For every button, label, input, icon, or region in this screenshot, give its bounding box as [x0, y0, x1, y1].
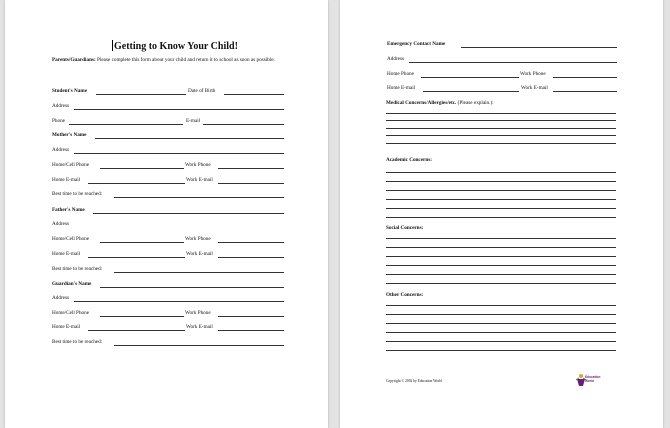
guardian-email-row — [52, 324, 284, 331]
academic-line[interactable] — [386, 181, 616, 182]
father-work-phone-label: Work Phone — [185, 236, 211, 242]
father-name-row — [52, 207, 284, 214]
emergency-contact-label: Emergency Contact Name — [387, 41, 446, 47]
mother-address-label: Address — [52, 147, 70, 153]
dob-label: Date of Birth — [188, 88, 216, 94]
mother-home-email-field[interactable] — [88, 183, 185, 184]
student-email-field[interactable] — [203, 124, 284, 125]
father-work-email-field[interactable] — [218, 257, 284, 258]
other-line[interactable] — [386, 323, 616, 324]
mother-work-email-field[interactable] — [218, 183, 284, 184]
guardian-work-phone-label: Work Phone — [185, 310, 211, 316]
student-name-row — [52, 88, 284, 95]
form-page-1 — [5, 0, 328, 428]
father-home-cell-field[interactable] — [100, 242, 184, 243]
mother-address-row — [52, 147, 284, 154]
student-contact-row — [52, 118, 284, 125]
form-title: Getting to Know Your Child! — [114, 41, 238, 52]
guardian-work-email-label: Work E-mail — [186, 324, 213, 330]
father-best-time-row — [52, 266, 284, 273]
father-home-email-label: Home E-mail — [52, 251, 81, 257]
father-work-email-label: Work E-mail — [186, 251, 213, 257]
other-line[interactable] — [386, 332, 616, 333]
mother-phone-row — [52, 162, 284, 169]
mother-name-field[interactable] — [95, 138, 284, 139]
mother-best-time-label: Best time to be reached: — [52, 191, 103, 197]
emergency-home-phone-label: Home Phone — [387, 71, 414, 77]
social-line[interactable] — [386, 283, 616, 284]
intro-text: Please complete this form about your child and return it to school as soon as possible. — [97, 57, 275, 63]
mother-work-phone-label: Work Phone — [185, 162, 211, 168]
academic-line[interactable] — [386, 208, 616, 209]
medical-line[interactable] — [386, 113, 616, 114]
emergency-home-phone-field[interactable] — [421, 77, 519, 78]
guardian-home-cell-field[interactable] — [100, 316, 184, 317]
logo-text-line-1: Education — [585, 375, 601, 379]
copyright-notice: Copyright © 2002 by Education World — [386, 379, 442, 383]
medical-line[interactable] — [386, 120, 616, 121]
father-best-time-label: Best time to be reached: — [52, 266, 103, 272]
emergency-address-label: Address — [387, 56, 405, 62]
guardian-home-cell-label: Home/Cell Phone — [52, 310, 90, 316]
other-concerns-label: Other Concerns: — [386, 292, 424, 298]
emergency-home-email-field[interactable] — [423, 91, 519, 92]
father-address-label: Address — [52, 221, 70, 227]
academic-line[interactable] — [386, 199, 616, 200]
email-label: E-mail — [186, 118, 201, 124]
social-line[interactable] — [386, 238, 616, 239]
logo-text-line-2: World — [585, 379, 594, 383]
medical-concerns-heading — [386, 100, 494, 107]
emergency-contact-row — [387, 41, 619, 48]
father-email-row — [52, 251, 284, 258]
emergency-work-phone-label: Work Phone — [520, 71, 546, 77]
intro-bold-label: Parents/Guardians: — [52, 57, 96, 63]
mother-best-time-field[interactable] — [114, 197, 284, 198]
address-label: Address — [52, 103, 70, 109]
social-line[interactable] — [386, 256, 616, 257]
other-line[interactable] — [386, 350, 616, 351]
emergency-work-email-label: Work E-mail — [521, 85, 548, 91]
mother-home-cell-field[interactable] — [100, 168, 184, 169]
guardian-home-email-label: Home E-mail — [52, 324, 81, 330]
father-best-time-field[interactable] — [114, 272, 284, 273]
dob-field[interactable] — [224, 94, 284, 95]
student-name-label: Student's Name — [52, 88, 88, 94]
father-home-email-field[interactable] — [88, 257, 185, 258]
intro-paragraph — [52, 57, 292, 64]
guardian-work-phone-field[interactable] — [218, 316, 284, 317]
guardian-home-email-field[interactable] — [88, 330, 185, 331]
mother-work-email-label: Work E-mail — [186, 177, 213, 183]
mother-name-label: Mother's Name — [52, 132, 87, 138]
emergency-email-row — [387, 85, 619, 92]
emergency-address-field[interactable] — [409, 62, 617, 63]
social-line[interactable] — [386, 265, 616, 266]
medical-concerns-label: Medical Concerns/Allergies/etc. — [386, 100, 457, 106]
father-home-cell-label: Home/Cell Phone — [52, 236, 90, 242]
emergency-phone-row — [387, 71, 619, 78]
mother-home-email-label: Home E-mail — [52, 177, 81, 183]
mother-name-row — [52, 132, 284, 139]
other-line[interactable] — [386, 341, 616, 342]
academic-line[interactable] — [386, 172, 616, 173]
father-phone-row — [52, 236, 284, 243]
guardian-best-time-field[interactable] — [114, 345, 284, 346]
emergency-address-row — [387, 56, 619, 63]
medical-line[interactable] — [386, 143, 616, 144]
guardian-address-label: Address — [52, 295, 70, 301]
social-line[interactable] — [386, 274, 616, 275]
emergency-work-phone-field[interactable] — [553, 77, 617, 78]
medical-line[interactable] — [386, 135, 616, 136]
father-name-label: Father's Name — [52, 207, 85, 213]
mother-best-time-row — [52, 191, 284, 198]
guardian-address-row — [52, 295, 284, 302]
father-address-row — [52, 221, 284, 228]
academic-line[interactable] — [386, 217, 616, 218]
medical-concerns-note: (Please explain.): — [457, 100, 494, 106]
guardian-name-label: Guardian's Name — [52, 281, 92, 287]
emergency-work-email-field[interactable] — [553, 91, 617, 92]
guardian-name-field[interactable] — [100, 287, 284, 288]
mother-work-phone-field[interactable] — [218, 168, 284, 169]
guardian-best-time-label: Best time to be reached: — [52, 339, 103, 345]
education-world-logo — [576, 373, 606, 387]
other-line[interactable] — [386, 314, 616, 315]
social-concerns-label: Social Concerns: — [386, 225, 424, 231]
social-line[interactable] — [386, 247, 616, 248]
academic-line[interactable] — [386, 190, 616, 191]
student-name-field[interactable] — [96, 94, 186, 95]
guardian-phone-row — [52, 310, 284, 317]
guardian-address-field[interactable] — [74, 301, 284, 302]
other-line[interactable] — [386, 305, 616, 306]
guardian-name-row — [52, 281, 284, 288]
form-page-2 — [340, 0, 663, 428]
emergency-contact-field[interactable] — [461, 47, 617, 48]
emergency-home-email-label: Home E-mail — [387, 85, 416, 91]
guardian-work-email-field[interactable] — [218, 330, 284, 331]
father-name-field[interactable] — [93, 213, 284, 214]
student-address-row — [52, 103, 284, 110]
student-address-field[interactable] — [74, 109, 284, 110]
mother-home-cell-label: Home/Cell Phone — [52, 162, 90, 168]
medical-line[interactable] — [386, 128, 616, 129]
mother-address-field[interactable] — [74, 153, 284, 154]
student-phone-field[interactable] — [69, 124, 183, 125]
mother-email-row — [52, 177, 284, 184]
guardian-best-time-row — [52, 339, 284, 346]
text-cursor — [112, 40, 113, 51]
father-work-phone-field[interactable] — [218, 242, 284, 243]
phone-label: Phone — [52, 118, 65, 124]
academic-concerns-label: Academic Concerns: — [386, 157, 432, 163]
